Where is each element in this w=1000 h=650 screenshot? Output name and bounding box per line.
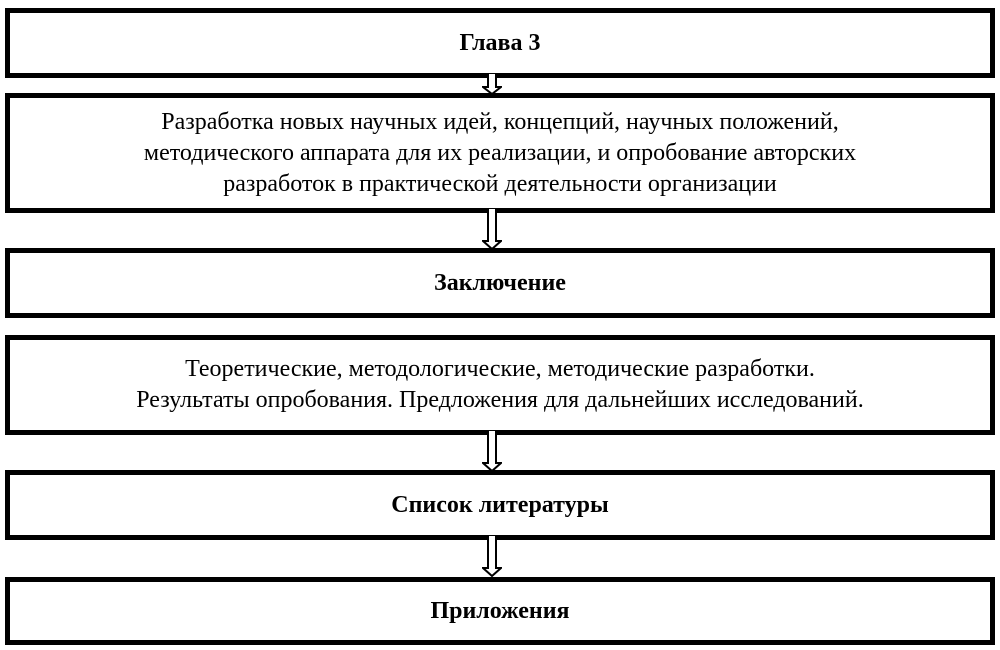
box-conclusion [5,248,995,318]
down-arrow-icon [482,73,502,95]
box-chapter-3-description-text: Разработка новых научных идей, концепций, научных положений, методического аппарата для их реализации, и опробование авторских разработок в практической деятельности организации [143,108,857,197]
box-chapter-3-label: Глава 3 [459,29,541,56]
down-arrow-icon [482,535,502,577]
box-chapter-3 [5,8,995,78]
box-appendices [5,577,995,645]
box-bibliography [5,470,995,540]
box-bibliography-label: Список литературы [391,491,609,518]
box-conclusion-description [5,335,995,435]
down-arrow-icon [482,430,502,472]
box-appendices-label: Приложения [430,597,570,624]
box-chapter-3-description [5,93,995,213]
down-arrow-icon [482,208,502,250]
box-conclusion-label: Заключение [434,269,566,296]
box-conclusion-description-text: Теоретические, методологические, методические разработки. Результаты опробования. Предложения для дальнейших исследований. [136,356,864,413]
